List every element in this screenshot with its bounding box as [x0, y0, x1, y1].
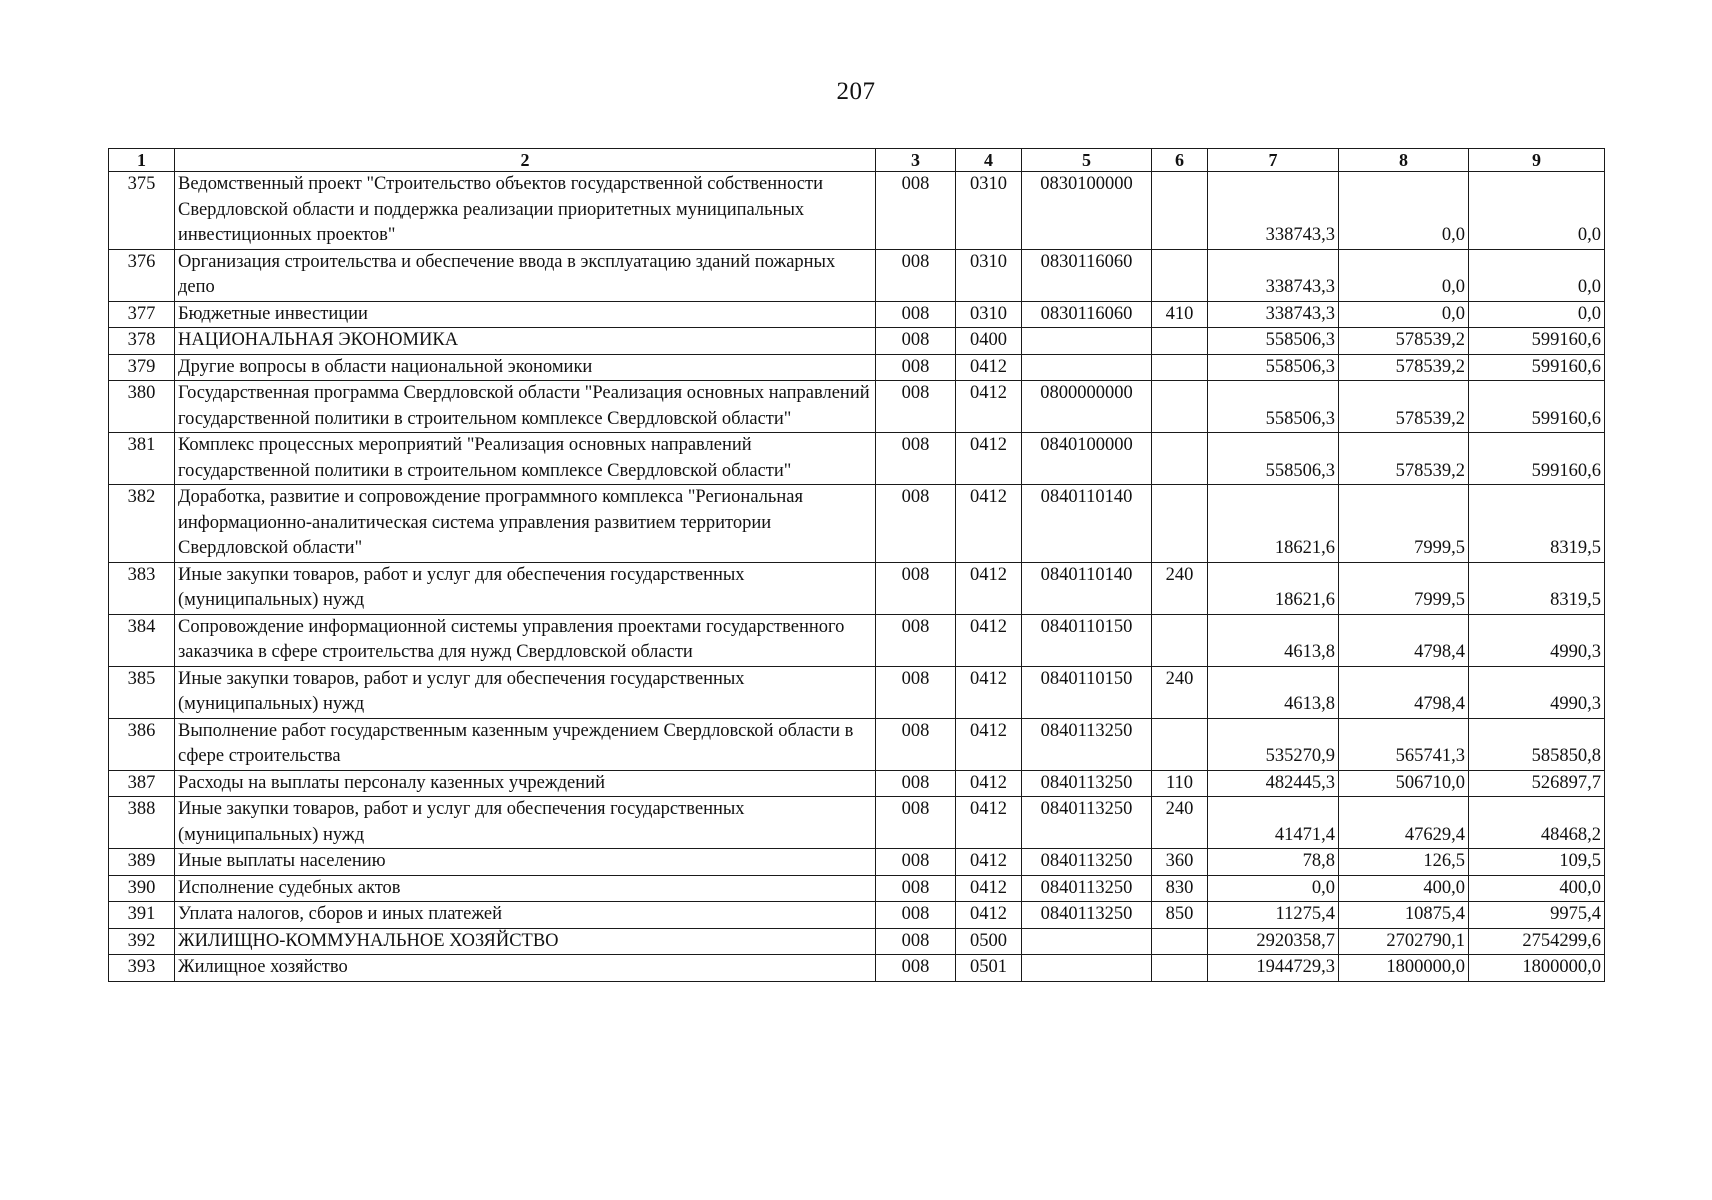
section-code-cell: 0412 — [956, 485, 1022, 563]
row-number-cell: 383 — [109, 562, 175, 614]
section-code-cell: 0412 — [956, 666, 1022, 718]
column-header: 7 — [1208, 149, 1339, 172]
amount-year2-cell: 506710,0 — [1339, 770, 1469, 797]
amount-year2-cell: 400,0 — [1339, 875, 1469, 902]
amount-year1-cell: 18621,6 — [1208, 562, 1339, 614]
item-name-cell: Другие вопросы в области национальной экономики — [175, 354, 876, 381]
amount-year3-cell: 8319,5 — [1469, 485, 1605, 563]
item-name-cell: НАЦИОНАЛЬНАЯ ЭКОНОМИКА — [175, 328, 876, 355]
department-code-cell: 008 — [876, 770, 956, 797]
department-code-cell: 008 — [876, 172, 956, 250]
expense-type-code-cell: 850 — [1152, 902, 1208, 929]
row-number-cell: 390 — [109, 875, 175, 902]
column-header: 2 — [175, 149, 876, 172]
table-row — [109, 354, 1605, 381]
section-code-cell: 0500 — [956, 928, 1022, 955]
row-number-cell: 376 — [109, 249, 175, 301]
target-article-code-cell — [1022, 328, 1152, 355]
expense-type-code-cell — [1152, 485, 1208, 563]
department-code-cell: 008 — [876, 875, 956, 902]
amount-year1-cell: 535270,9 — [1208, 718, 1339, 770]
expense-type-code-cell — [1152, 172, 1208, 250]
expense-type-code-cell — [1152, 614, 1208, 666]
department-code-cell: 008 — [876, 485, 956, 563]
table-row — [109, 875, 1605, 902]
section-code-cell: 0412 — [956, 875, 1022, 902]
item-name-cell: Комплекс процессных мероприятий "Реализация основных направлений государственной политики в строительном комплексе Свердловской области" — [175, 433, 876, 485]
row-number-cell: 385 — [109, 666, 175, 718]
amount-year2-cell: 47629,4 — [1339, 797, 1469, 849]
target-article-code-cell: 0840113250 — [1022, 849, 1152, 876]
amount-year1-cell: 0,0 — [1208, 875, 1339, 902]
item-name-cell: ЖИЛИЩНО-КОММУНАЛЬНОЕ ХОЗЯЙСТВО — [175, 928, 876, 955]
table-row — [109, 614, 1605, 666]
row-number-cell: 377 — [109, 301, 175, 328]
row-number-cell: 381 — [109, 433, 175, 485]
expense-type-code-cell: 110 — [1152, 770, 1208, 797]
department-code-cell: 008 — [876, 433, 956, 485]
amount-year2-cell: 0,0 — [1339, 172, 1469, 250]
page-number: 207 — [836, 78, 876, 105]
target-article-code-cell: 0840110140 — [1022, 485, 1152, 563]
amount-year2-cell: 578539,2 — [1339, 328, 1469, 355]
amount-year3-cell: 599160,6 — [1469, 381, 1605, 433]
table-row — [109, 433, 1605, 485]
target-article-code-cell — [1022, 928, 1152, 955]
item-name-cell: Бюджетные инвестиции — [175, 301, 876, 328]
expense-type-code-cell: 240 — [1152, 562, 1208, 614]
amount-year2-cell: 578539,2 — [1339, 433, 1469, 485]
amount-year2-cell: 10875,4 — [1339, 902, 1469, 929]
department-code-cell: 008 — [876, 381, 956, 433]
expense-type-code-cell: 360 — [1152, 849, 1208, 876]
column-header: 4 — [956, 149, 1022, 172]
amount-year3-cell: 599160,6 — [1469, 433, 1605, 485]
amount-year1-cell: 558506,3 — [1208, 433, 1339, 485]
amount-year3-cell: 109,5 — [1469, 849, 1605, 876]
amount-year1-cell: 558506,3 — [1208, 354, 1339, 381]
department-code-cell: 008 — [876, 955, 956, 982]
amount-year1-cell: 558506,3 — [1208, 328, 1339, 355]
expense-type-code-cell — [1152, 354, 1208, 381]
amount-year3-cell: 526897,7 — [1469, 770, 1605, 797]
target-article-code-cell: 0840113250 — [1022, 902, 1152, 929]
amount-year2-cell: 7999,5 — [1339, 562, 1469, 614]
department-code-cell: 008 — [876, 562, 956, 614]
amount-year3-cell: 400,0 — [1469, 875, 1605, 902]
target-article-code-cell: 0840113250 — [1022, 718, 1152, 770]
item-name-cell: Исполнение судебных актов — [175, 875, 876, 902]
table-row — [109, 301, 1605, 328]
section-code-cell: 0310 — [956, 301, 1022, 328]
amount-year1-cell: 11275,4 — [1208, 902, 1339, 929]
row-number-cell: 386 — [109, 718, 175, 770]
amount-year1-cell: 338743,3 — [1208, 172, 1339, 250]
amount-year3-cell: 8319,5 — [1469, 562, 1605, 614]
row-number-cell: 388 — [109, 797, 175, 849]
amount-year3-cell: 4990,3 — [1469, 614, 1605, 666]
header-row — [109, 149, 1605, 172]
row-number-cell: 389 — [109, 849, 175, 876]
item-name-cell: Доработка, развитие и сопровождение программного комплекса "Региональная информационно-аналитическая система управления развитием территории Свердловской области" — [175, 485, 876, 563]
amount-year3-cell: 4990,3 — [1469, 666, 1605, 718]
amount-year1-cell: 78,8 — [1208, 849, 1339, 876]
amount-year2-cell: 0,0 — [1339, 301, 1469, 328]
column-header: 6 — [1152, 149, 1208, 172]
target-article-code-cell: 0840110150 — [1022, 666, 1152, 718]
expense-type-code-cell: 410 — [1152, 301, 1208, 328]
expense-type-code-cell — [1152, 381, 1208, 433]
row-number-cell: 380 — [109, 381, 175, 433]
expense-type-code-cell — [1152, 955, 1208, 982]
amount-year2-cell: 7999,5 — [1339, 485, 1469, 563]
item-name-cell: Жилищное хозяйство — [175, 955, 876, 982]
table-row — [109, 666, 1605, 718]
table-row — [109, 249, 1605, 301]
expense-type-code-cell — [1152, 718, 1208, 770]
amount-year2-cell: 4798,4 — [1339, 666, 1469, 718]
amount-year1-cell: 1944729,3 — [1208, 955, 1339, 982]
target-article-code-cell: 0840113250 — [1022, 875, 1152, 902]
expense-type-code-cell — [1152, 433, 1208, 485]
item-name-cell: Сопровождение информационной системы управления проектами государственного заказчика в сфере строительства для нужд Свердловской области — [175, 614, 876, 666]
expense-type-code-cell — [1152, 928, 1208, 955]
amount-year1-cell: 4613,8 — [1208, 666, 1339, 718]
expense-type-code-cell: 240 — [1152, 666, 1208, 718]
amount-year1-cell: 18621,6 — [1208, 485, 1339, 563]
amount-year1-cell: 338743,3 — [1208, 249, 1339, 301]
amount-year3-cell: 599160,6 — [1469, 354, 1605, 381]
amount-year2-cell: 578539,2 — [1339, 354, 1469, 381]
amount-year2-cell: 578539,2 — [1339, 381, 1469, 433]
amount-year3-cell: 0,0 — [1469, 172, 1605, 250]
row-number-cell: 384 — [109, 614, 175, 666]
table-body — [109, 172, 1605, 982]
table-row — [109, 381, 1605, 433]
item-name-cell: Иные закупки товаров, работ и услуг для обеспечения государственных (муниципальных) нужд — [175, 666, 876, 718]
item-name-cell: Ведомственный проект "Строительство объектов государственной собственности Свердловской области и поддержка реализации приоритетных муниципальных инвестиционных проектов" — [175, 172, 876, 250]
amount-year3-cell: 599160,6 — [1469, 328, 1605, 355]
amount-year2-cell: 2702790,1 — [1339, 928, 1469, 955]
section-code-cell: 0412 — [956, 354, 1022, 381]
section-code-cell: 0412 — [956, 902, 1022, 929]
department-code-cell: 008 — [876, 249, 956, 301]
section-code-cell: 0412 — [956, 381, 1022, 433]
row-number-cell: 378 — [109, 328, 175, 355]
department-code-cell: 008 — [876, 928, 956, 955]
amount-year3-cell: 0,0 — [1469, 249, 1605, 301]
item-name-cell: Иные выплаты населению — [175, 849, 876, 876]
item-name-cell: Государственная программа Свердловской области "Реализация основных направлений государственной политики в строительном комплексе Свердловской области" — [175, 381, 876, 433]
amount-year2-cell: 0,0 — [1339, 249, 1469, 301]
department-code-cell: 008 — [876, 328, 956, 355]
department-code-cell: 008 — [876, 666, 956, 718]
amount-year2-cell: 565741,3 — [1339, 718, 1469, 770]
amount-year3-cell: 48468,2 — [1469, 797, 1605, 849]
item-name-cell: Иные закупки товаров, работ и услуг для обеспечения государственных (муниципальных) нужд — [175, 797, 876, 849]
section-code-cell: 0412 — [956, 614, 1022, 666]
row-number-cell: 379 — [109, 354, 175, 381]
department-code-cell: 008 — [876, 718, 956, 770]
target-article-code-cell: 0840100000 — [1022, 433, 1152, 485]
amount-year1-cell: 2920358,7 — [1208, 928, 1339, 955]
target-article-code-cell — [1022, 955, 1152, 982]
column-header: 8 — [1339, 149, 1469, 172]
amount-year3-cell: 2754299,6 — [1469, 928, 1605, 955]
amount-year1-cell: 338743,3 — [1208, 301, 1339, 328]
amount-year3-cell: 585850,8 — [1469, 718, 1605, 770]
item-name-cell: Иные закупки товаров, работ и услуг для обеспечения государственных (муниципальных) нужд — [175, 562, 876, 614]
item-name-cell: Уплата налогов, сборов и иных платежей — [175, 902, 876, 929]
row-number-cell: 375 — [109, 172, 175, 250]
section-code-cell: 0412 — [956, 797, 1022, 849]
item-name-cell: Выполнение работ государственным казенным учреждением Свердловской области в сфере строительства — [175, 718, 876, 770]
amount-year1-cell: 558506,3 — [1208, 381, 1339, 433]
section-code-cell: 0412 — [956, 562, 1022, 614]
department-code-cell: 008 — [876, 849, 956, 876]
row-number-cell: 391 — [109, 902, 175, 929]
section-code-cell: 0412 — [956, 770, 1022, 797]
target-article-code-cell: 0840110150 — [1022, 614, 1152, 666]
table-row — [109, 562, 1605, 614]
item-name-cell: Организация строительства и обеспечение ввода в эксплуатацию зданий пожарных депо — [175, 249, 876, 301]
row-number-cell: 387 — [109, 770, 175, 797]
row-number-cell: 382 — [109, 485, 175, 563]
section-code-cell: 0400 — [956, 328, 1022, 355]
department-code-cell: 008 — [876, 902, 956, 929]
section-code-cell: 0310 — [956, 249, 1022, 301]
budget-table — [108, 148, 1605, 982]
section-code-cell: 0310 — [956, 172, 1022, 250]
target-article-code-cell: 0830116060 — [1022, 301, 1152, 328]
table-row — [109, 797, 1605, 849]
amount-year1-cell: 4613,8 — [1208, 614, 1339, 666]
department-code-cell: 008 — [876, 797, 956, 849]
department-code-cell: 008 — [876, 301, 956, 328]
target-article-code-cell: 0800000000 — [1022, 381, 1152, 433]
amount-year1-cell: 482445,3 — [1208, 770, 1339, 797]
target-article-code-cell: 0830100000 — [1022, 172, 1152, 250]
table-row — [109, 485, 1605, 563]
section-code-cell: 0412 — [956, 718, 1022, 770]
department-code-cell: 008 — [876, 354, 956, 381]
target-article-code-cell: 0840110140 — [1022, 562, 1152, 614]
amount-year3-cell: 9975,4 — [1469, 902, 1605, 929]
expense-type-code-cell — [1152, 249, 1208, 301]
amount-year2-cell: 1800000,0 — [1339, 955, 1469, 982]
row-number-cell: 392 — [109, 928, 175, 955]
expense-type-code-cell — [1152, 328, 1208, 355]
section-code-cell: 0501 — [956, 955, 1022, 982]
expense-type-code-cell: 830 — [1152, 875, 1208, 902]
table-row — [109, 849, 1605, 876]
amount-year1-cell: 41471,4 — [1208, 797, 1339, 849]
table-row — [109, 928, 1605, 955]
column-header: 5 — [1022, 149, 1152, 172]
target-article-code-cell — [1022, 354, 1152, 381]
column-header: 3 — [876, 149, 956, 172]
section-code-cell: 0412 — [956, 849, 1022, 876]
department-code-cell: 008 — [876, 614, 956, 666]
amount-year3-cell: 1800000,0 — [1469, 955, 1605, 982]
expense-type-code-cell: 240 — [1152, 797, 1208, 849]
amount-year2-cell: 4798,4 — [1339, 614, 1469, 666]
amount-year3-cell: 0,0 — [1469, 301, 1605, 328]
column-header: 9 — [1469, 149, 1605, 172]
table-row — [109, 902, 1605, 929]
target-article-code-cell: 0840113250 — [1022, 770, 1152, 797]
section-code-cell: 0412 — [956, 433, 1022, 485]
table-row — [109, 955, 1605, 982]
table-row — [109, 718, 1605, 770]
amount-year2-cell: 126,5 — [1339, 849, 1469, 876]
item-name-cell: Расходы на выплаты персоналу казенных учреждений — [175, 770, 876, 797]
column-header: 1 — [109, 149, 175, 172]
table-row — [109, 328, 1605, 355]
target-article-code-cell: 0840113250 — [1022, 797, 1152, 849]
row-number-cell: 393 — [109, 955, 175, 982]
target-article-code-cell: 0830116060 — [1022, 249, 1152, 301]
table-row — [109, 770, 1605, 797]
table-row — [109, 172, 1605, 250]
